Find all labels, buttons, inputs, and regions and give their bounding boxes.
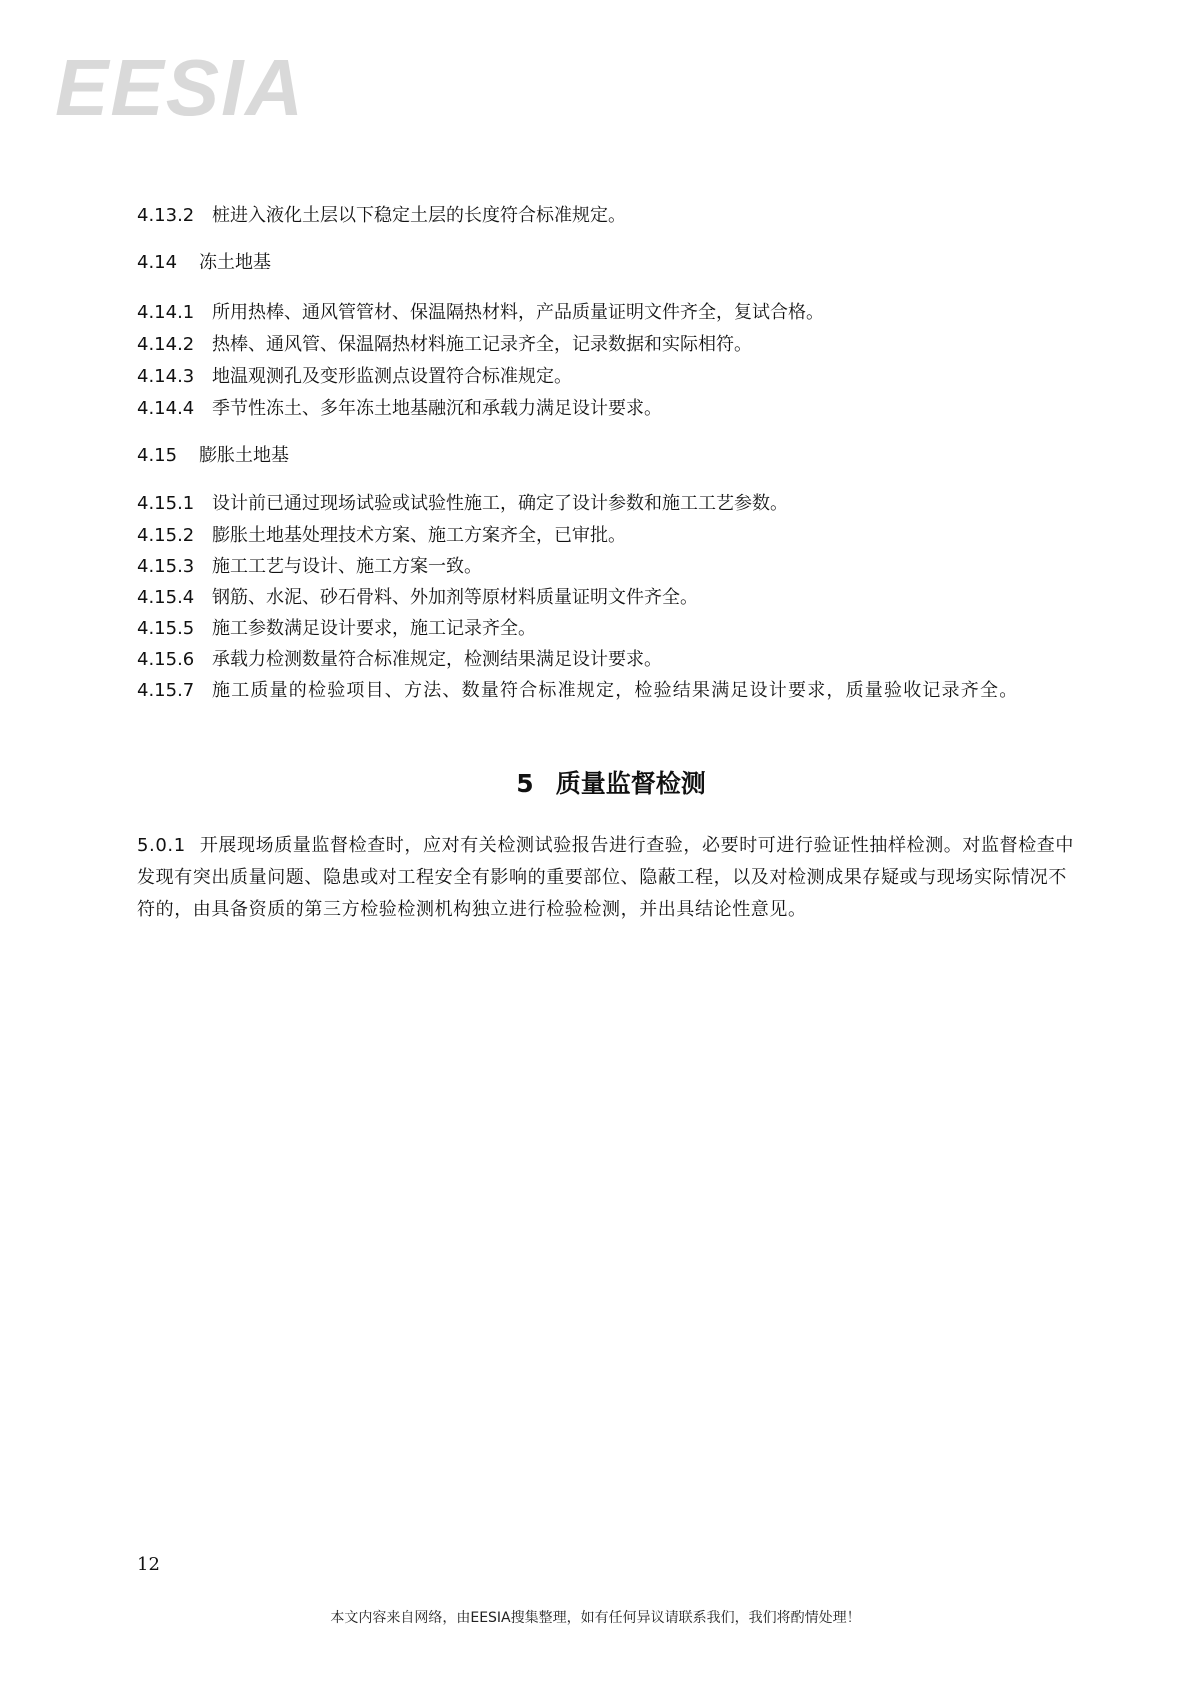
clause-number: 4.15.7 bbox=[137, 680, 195, 701]
clause-4-14-4 bbox=[137, 393, 1085, 425]
clause-4-14-2 bbox=[137, 329, 1085, 361]
clause-text: 桩进入液化土层以下稳定土层的长度符合标准规定。 bbox=[212, 205, 626, 226]
clause-4-15-5 bbox=[137, 613, 1085, 645]
clause-text: 开展现场质量监督检查时，应对有关检测试验报告进行查验，必要时可进行验证性抽样检测。对监督检查中发现有突出质量问题、隐患或对工程安全有影响的重要部位、隐蔽工程，以及对检测成果存疑或与现场实际情况不符的，由具备资质的第三方检验检测机构独立进行检验检测，并出具结论性意见。 bbox=[137, 835, 1075, 920]
section-heading-4-15 bbox=[137, 440, 1085, 472]
clause-text: 承载力检测数量符合标准规定，检测结果满足设计要求。 bbox=[212, 649, 662, 670]
clause-number: 4.15.5 bbox=[137, 618, 195, 639]
chapter-heading-5 bbox=[137, 766, 1085, 802]
clause-4-15-6 bbox=[137, 644, 1085, 676]
clause-4-15-3 bbox=[137, 551, 1085, 583]
clause-4-15-4 bbox=[137, 582, 1085, 614]
clause-text: 施工质量的检验项目、方法、数量符合标准规定，检验结果满足设计要求，质量验收记录齐全。 bbox=[212, 680, 1019, 701]
clause-4-14-3 bbox=[137, 361, 1085, 393]
clause-text: 热棒、通风管、保温隔热材料施工记录齐全，记录数据和实际相符。 bbox=[212, 334, 752, 355]
clause-number: 4.15.2 bbox=[137, 525, 195, 546]
clause-number: 4.15.6 bbox=[137, 649, 195, 670]
clause-text: 所用热棒、通风管管材、保温隔热材料，产品质量证明文件齐全，复试合格。 bbox=[212, 302, 824, 323]
clause-number: 4.15.1 bbox=[137, 493, 195, 514]
clause-4-15-1 bbox=[137, 488, 1085, 520]
clause-number: 4.14.1 bbox=[137, 302, 195, 323]
clause-text: 施工工艺与设计、施工方案一致。 bbox=[212, 556, 482, 577]
clause-number: 4.15.3 bbox=[137, 556, 195, 577]
chapter-number: 5 bbox=[516, 769, 534, 798]
clause-number: 4.14.2 bbox=[137, 334, 195, 355]
chapter-title: 质量监督检测 bbox=[555, 769, 706, 798]
section-number: 4.15 bbox=[137, 445, 178, 466]
clause-text: 季节性冻土、多年冻土地基融沉和承载力满足设计要求。 bbox=[212, 398, 662, 419]
clause-text: 施工参数满足设计要求，施工记录齐全。 bbox=[212, 618, 536, 639]
section-title: 冻土地基 bbox=[199, 252, 271, 273]
section-title: 膨胀土地基 bbox=[199, 445, 289, 466]
clause-4-13-2 bbox=[137, 200, 1085, 232]
page-number: 12 bbox=[137, 1554, 160, 1575]
clause-text: 设计前已通过现场试验或试验性施工，确定了设计参数和施工工艺参数。 bbox=[212, 493, 788, 514]
clause-text: 地温观测孔及变形监测点设置符合标准规定。 bbox=[212, 366, 572, 387]
clause-text: 钢筋、水泥、砂石骨料、外加剂等原材料质量证明文件齐全。 bbox=[212, 587, 698, 608]
clause-number: 4.14.3 bbox=[137, 366, 195, 387]
section-heading-4-14 bbox=[137, 247, 1085, 279]
clause-number: 4.14.4 bbox=[137, 398, 195, 419]
footer-note: 本文内容来自网络，由EESIA搜集整理，如有任何异议请联系我们，我们将酌情处理！ bbox=[330, 1610, 861, 1626]
section-number: 4.14 bbox=[137, 252, 178, 273]
clause-4-15-2 bbox=[137, 520, 1085, 552]
clause-4-15-7 bbox=[137, 675, 1085, 707]
clause-number: 4.13.2 bbox=[137, 205, 195, 226]
clause-5-0-1 bbox=[137, 830, 1085, 926]
clause-number: 4.15.4 bbox=[137, 587, 195, 608]
clause-text: 膨胀土地基处理技术方案、施工方案齐全，已审批。 bbox=[212, 525, 626, 546]
clause-number: 5.0.1 bbox=[137, 835, 186, 856]
clause-4-14-1 bbox=[137, 297, 1085, 329]
eesia-watermark-logo: EESIA bbox=[55, 43, 306, 132]
